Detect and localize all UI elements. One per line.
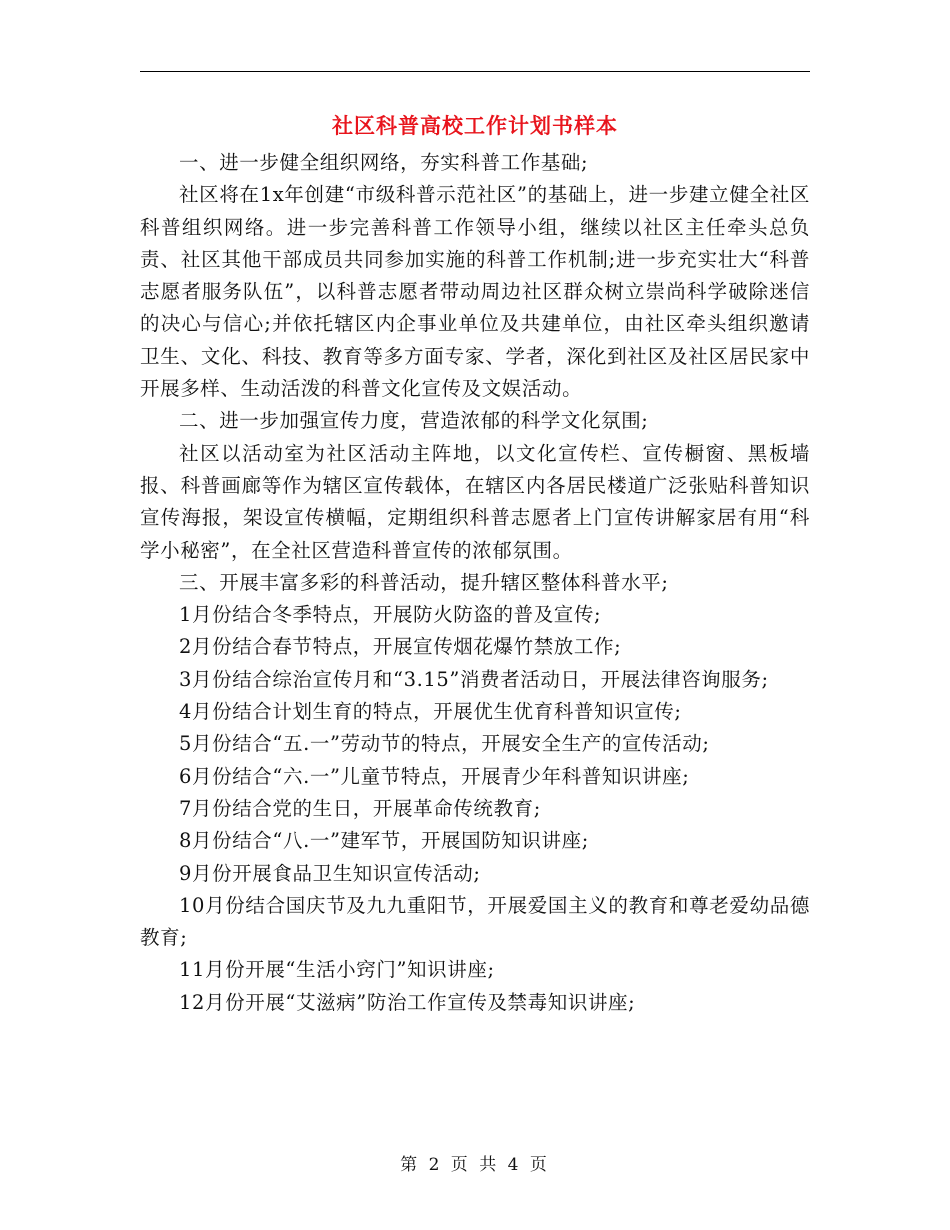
month-item-february: 2月份结合春节特点，开展宣传烟花爆竹禁放工作; xyxy=(179,635,622,659)
month-item-august: 8月份结合“八.一”建军节，开展国防知识讲座; xyxy=(179,829,589,853)
page-number: 第 2 页 共 4 页 xyxy=(400,1155,550,1175)
document-body xyxy=(140,147,810,1019)
month-item-july: 7月份结合党的生日，开展革命传统教育; xyxy=(179,796,541,820)
month-item-november: 11月份开展“生活小窍门”知识讲座; xyxy=(179,958,495,982)
month-item-september: 9月份开展食品卫生知识宣传活动; xyxy=(179,861,481,885)
month-item-april: 4月份结合计划生育的特点，开展优生优育科普知识宣传; xyxy=(179,700,682,724)
month-item-may: 5月份结合“五.一”劳动节的特点，开展安全生产的宣传活动; xyxy=(179,732,710,756)
header-rule xyxy=(140,71,810,72)
paragraph-section-1-heading: 一、进一步健全组织网络，夯实科普工作基础; xyxy=(179,151,589,174)
paragraph-section-1-body: 社区将在1x年创建“市级科普示范社区”的基础上，进一步建立健全社区科普组织网络。进一步完善科普工作领导小组，继续以社区主任牵头总负责、社区其他干部成员共同参加实施的科普工作机制;进一步充实壮大“科普志愿者服务队伍”，以科普志愿者带动周边社区群众树立崇尚科学破除迷信的决心与信心;并依托辖区内企事业单位及共建单位，由社区牵头组织邀请卫生、文化、科技、教育等多方面专家、学者，深化到社区及社区居民家中开展多样、生动活泼的科普文化宣传及文娱活动。 xyxy=(140,183,810,401)
month-item-december: 12月份开展“艾滋病”防治工作宣传及禁毒知识讲座; xyxy=(179,990,636,1014)
month-item-october: 10月份结合国庆节及九九重阳节，开展爱国主义的教育和尊老爱幼品德教育; xyxy=(140,893,810,950)
month-item-june: 6月份结合“六.一”儿童节特点，开展青少年科普知识讲座; xyxy=(179,764,690,788)
paragraph-section-2-heading: 二、进一步加强宣传力度，营造浓郁的科学文化氛围; xyxy=(179,409,649,433)
month-item-january: 1月份结合冬季特点，开展防火防盗的普及宣传; xyxy=(179,603,602,627)
month-item-march: 3月份结合综治宣传月和“3.15”消费者活动日，开展法律咨询服务; xyxy=(179,667,769,691)
paragraph-section-3-heading: 三、开展丰富多彩的科普活动，提升辖区整体科普水平; xyxy=(179,570,669,594)
paragraph-section-2-body: 社区以活动室为社区活动主阵地，以文化宣传栏、宣传橱窗、黑板墙报、科普画廊等作为辖区宣传载体，在辖区内各居民楼道广泛张贴科普知识宣传海报，架设宣传横幅，定期组织科普志愿者上门宣传讲解家居有用“科学小秘密”，在全社区营造科普宣传的浓郁氛围。 xyxy=(140,441,810,562)
document-title: 社区科普高校工作计划书样本 xyxy=(332,114,618,138)
